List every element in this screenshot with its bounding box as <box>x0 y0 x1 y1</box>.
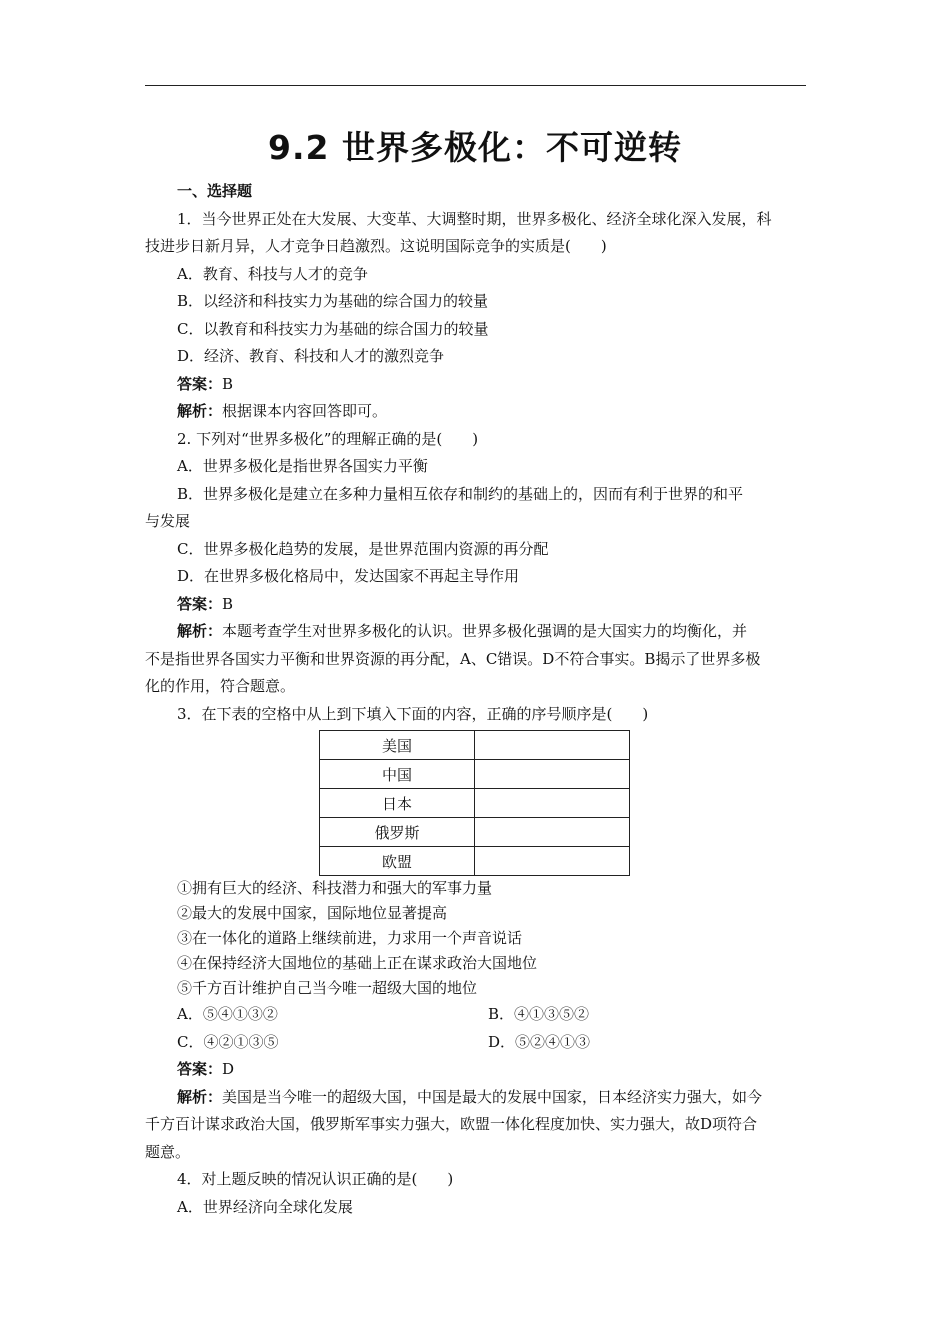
q2-option-d: D．在世界多极化格局中，发达国家不再起主导作用 <box>177 567 520 585</box>
table-cell-country: 美国 <box>320 731 475 760</box>
table-row <box>320 731 630 760</box>
table-row <box>320 818 630 847</box>
question-2 <box>145 426 806 701</box>
answer-label: 答案： <box>177 594 223 613</box>
q3-item-1: ①拥有巨大的经济、科技潜力和强大的军事力量 <box>177 879 493 897</box>
table-cell-country: 日本 <box>320 789 475 818</box>
q2-answer <box>145 591 806 619</box>
analysis-label: 解析： <box>177 622 223 640</box>
q1-answer <box>145 371 806 399</box>
q1-option-b: B．以经济和科技实力为基础的综合国力的较量 <box>177 292 489 310</box>
q3-item-4: ④在保持经济大国地位的基础上正在谋求政治大国地位 <box>177 954 538 972</box>
analysis-text: 美国是当今唯一的超级大国，中国是最大的发展中国家，日本经济实力强大，如今 <box>222 1087 763 1106</box>
q3-option-b: B．④①③⑤② <box>488 1005 590 1023</box>
q3-option-a: A．⑤④①③② <box>177 1005 278 1023</box>
q3-item-2: ②最大的发展中国家，国际地位显著提高 <box>177 904 448 922</box>
table-cell-blank <box>475 760 630 789</box>
table-cell-blank <box>475 789 630 818</box>
q3-item-3: ③在一体化的道路上继续前进，力求用一个声音说话 <box>177 929 523 947</box>
q3-fill-table <box>319 730 630 876</box>
analysis-label: 解析： <box>177 402 223 420</box>
q3-item-5: ⑤千方百计维护自己当今唯一超级大国的地位 <box>177 979 478 997</box>
header-rule <box>145 85 806 86</box>
q3-stem: 3．在下表的空格中从上到下填入下面的内容，正确的序号顺序是( ) <box>177 704 649 723</box>
question-3 <box>145 701 806 1167</box>
q2-stem: 2. 下列对“世界多极化”的理解正确的是( ) <box>177 429 479 448</box>
page-title: 9.2 世界多极化：不可逆转 <box>268 128 682 167</box>
table-cell-country: 欧盟 <box>320 847 475 876</box>
q3-analysis-line-2: 千方百计谋求政治大国，俄罗斯军事实力强大，欧盟一体化程度加快、实力强大，故D项符合 <box>145 1115 758 1133</box>
table-cell-country: 中国 <box>320 760 475 789</box>
q1-option-c: C．以教育和科技实力为基础的综合国力的较量 <box>177 319 489 338</box>
table-row <box>320 789 630 818</box>
q2-option-c: C．世界多极化趋势的发展，是世界范围内资源的再分配 <box>177 539 549 558</box>
analysis-text: 本题考查学生对世界多极化的认识。世界多极化强调的是大国实力的均衡化，并 <box>222 622 748 640</box>
analysis-text: 根据课本内容回答即可。 <box>222 402 388 420</box>
q1-option-d: D．经济、教育、科技和人才的激烈竞争 <box>177 347 445 365</box>
document-body <box>145 178 806 1221</box>
q3-answer <box>145 1056 806 1084</box>
answer-label: 答案： <box>177 374 223 393</box>
table-row <box>320 847 630 876</box>
q2-option-b-line-2: 与发展 <box>145 512 191 530</box>
answer-value: D <box>222 1060 235 1078</box>
q3-analysis-line-1 <box>145 1084 806 1112</box>
q4-option-a: A．世界经济向全球化发展 <box>177 1197 353 1216</box>
q1-stem-line-2: 技进步日新月异，人才竞争日趋激烈。这说明国际竞争的实质是( ) <box>145 237 607 255</box>
q2-option-a: A．世界多极化是指世界各国实力平衡 <box>177 457 428 475</box>
answer-value: B <box>222 594 234 613</box>
q1-option-a: A．教育、科技与人才的竞争 <box>177 264 368 283</box>
section-heading: 一、选择题 <box>177 182 253 200</box>
q3-option-d: D．⑤②④①③ <box>488 1032 591 1051</box>
q2-analysis-line-3: 化的作用，符合题意。 <box>145 677 296 695</box>
question-4 <box>145 1166 806 1221</box>
q1-analysis <box>145 398 806 426</box>
q3-option-c: C．④②①③⑤ <box>177 1032 279 1051</box>
q2-analysis-line-2: 不是指世界各国实力平衡和世界资源的再分配，A、C错误。D不符合事实。B揭示了世界多极 <box>145 649 761 668</box>
q3-options-row-2 <box>145 1029 806 1057</box>
q3-analysis-line-3: 题意。 <box>145 1142 191 1161</box>
q4-stem: 4．对上题反映的情况认识正确的是( ) <box>177 1170 454 1188</box>
answer-value: B <box>222 374 234 393</box>
q2-option-b-line-1: B．世界多极化是建立在多种力量相互依存和制约的基础上的，因而有利于世界的和平 <box>177 484 744 503</box>
answer-label: 答案： <box>177 1060 223 1078</box>
table-cell-blank <box>475 847 630 876</box>
table-cell-country: 俄罗斯 <box>320 818 475 847</box>
table-cell-blank <box>475 818 630 847</box>
q2-analysis-line-1 <box>145 618 806 646</box>
q3-options-row-1 <box>145 1001 806 1029</box>
question-1 <box>145 206 806 426</box>
q1-stem-line-1: 1．当今世界正处在大发展、大变革、大调整时期，世界多极化、经济全球化深入发展，科 <box>177 209 772 228</box>
analysis-label: 解析： <box>177 1087 223 1106</box>
table-cell-blank <box>475 731 630 760</box>
table-row <box>320 760 630 789</box>
